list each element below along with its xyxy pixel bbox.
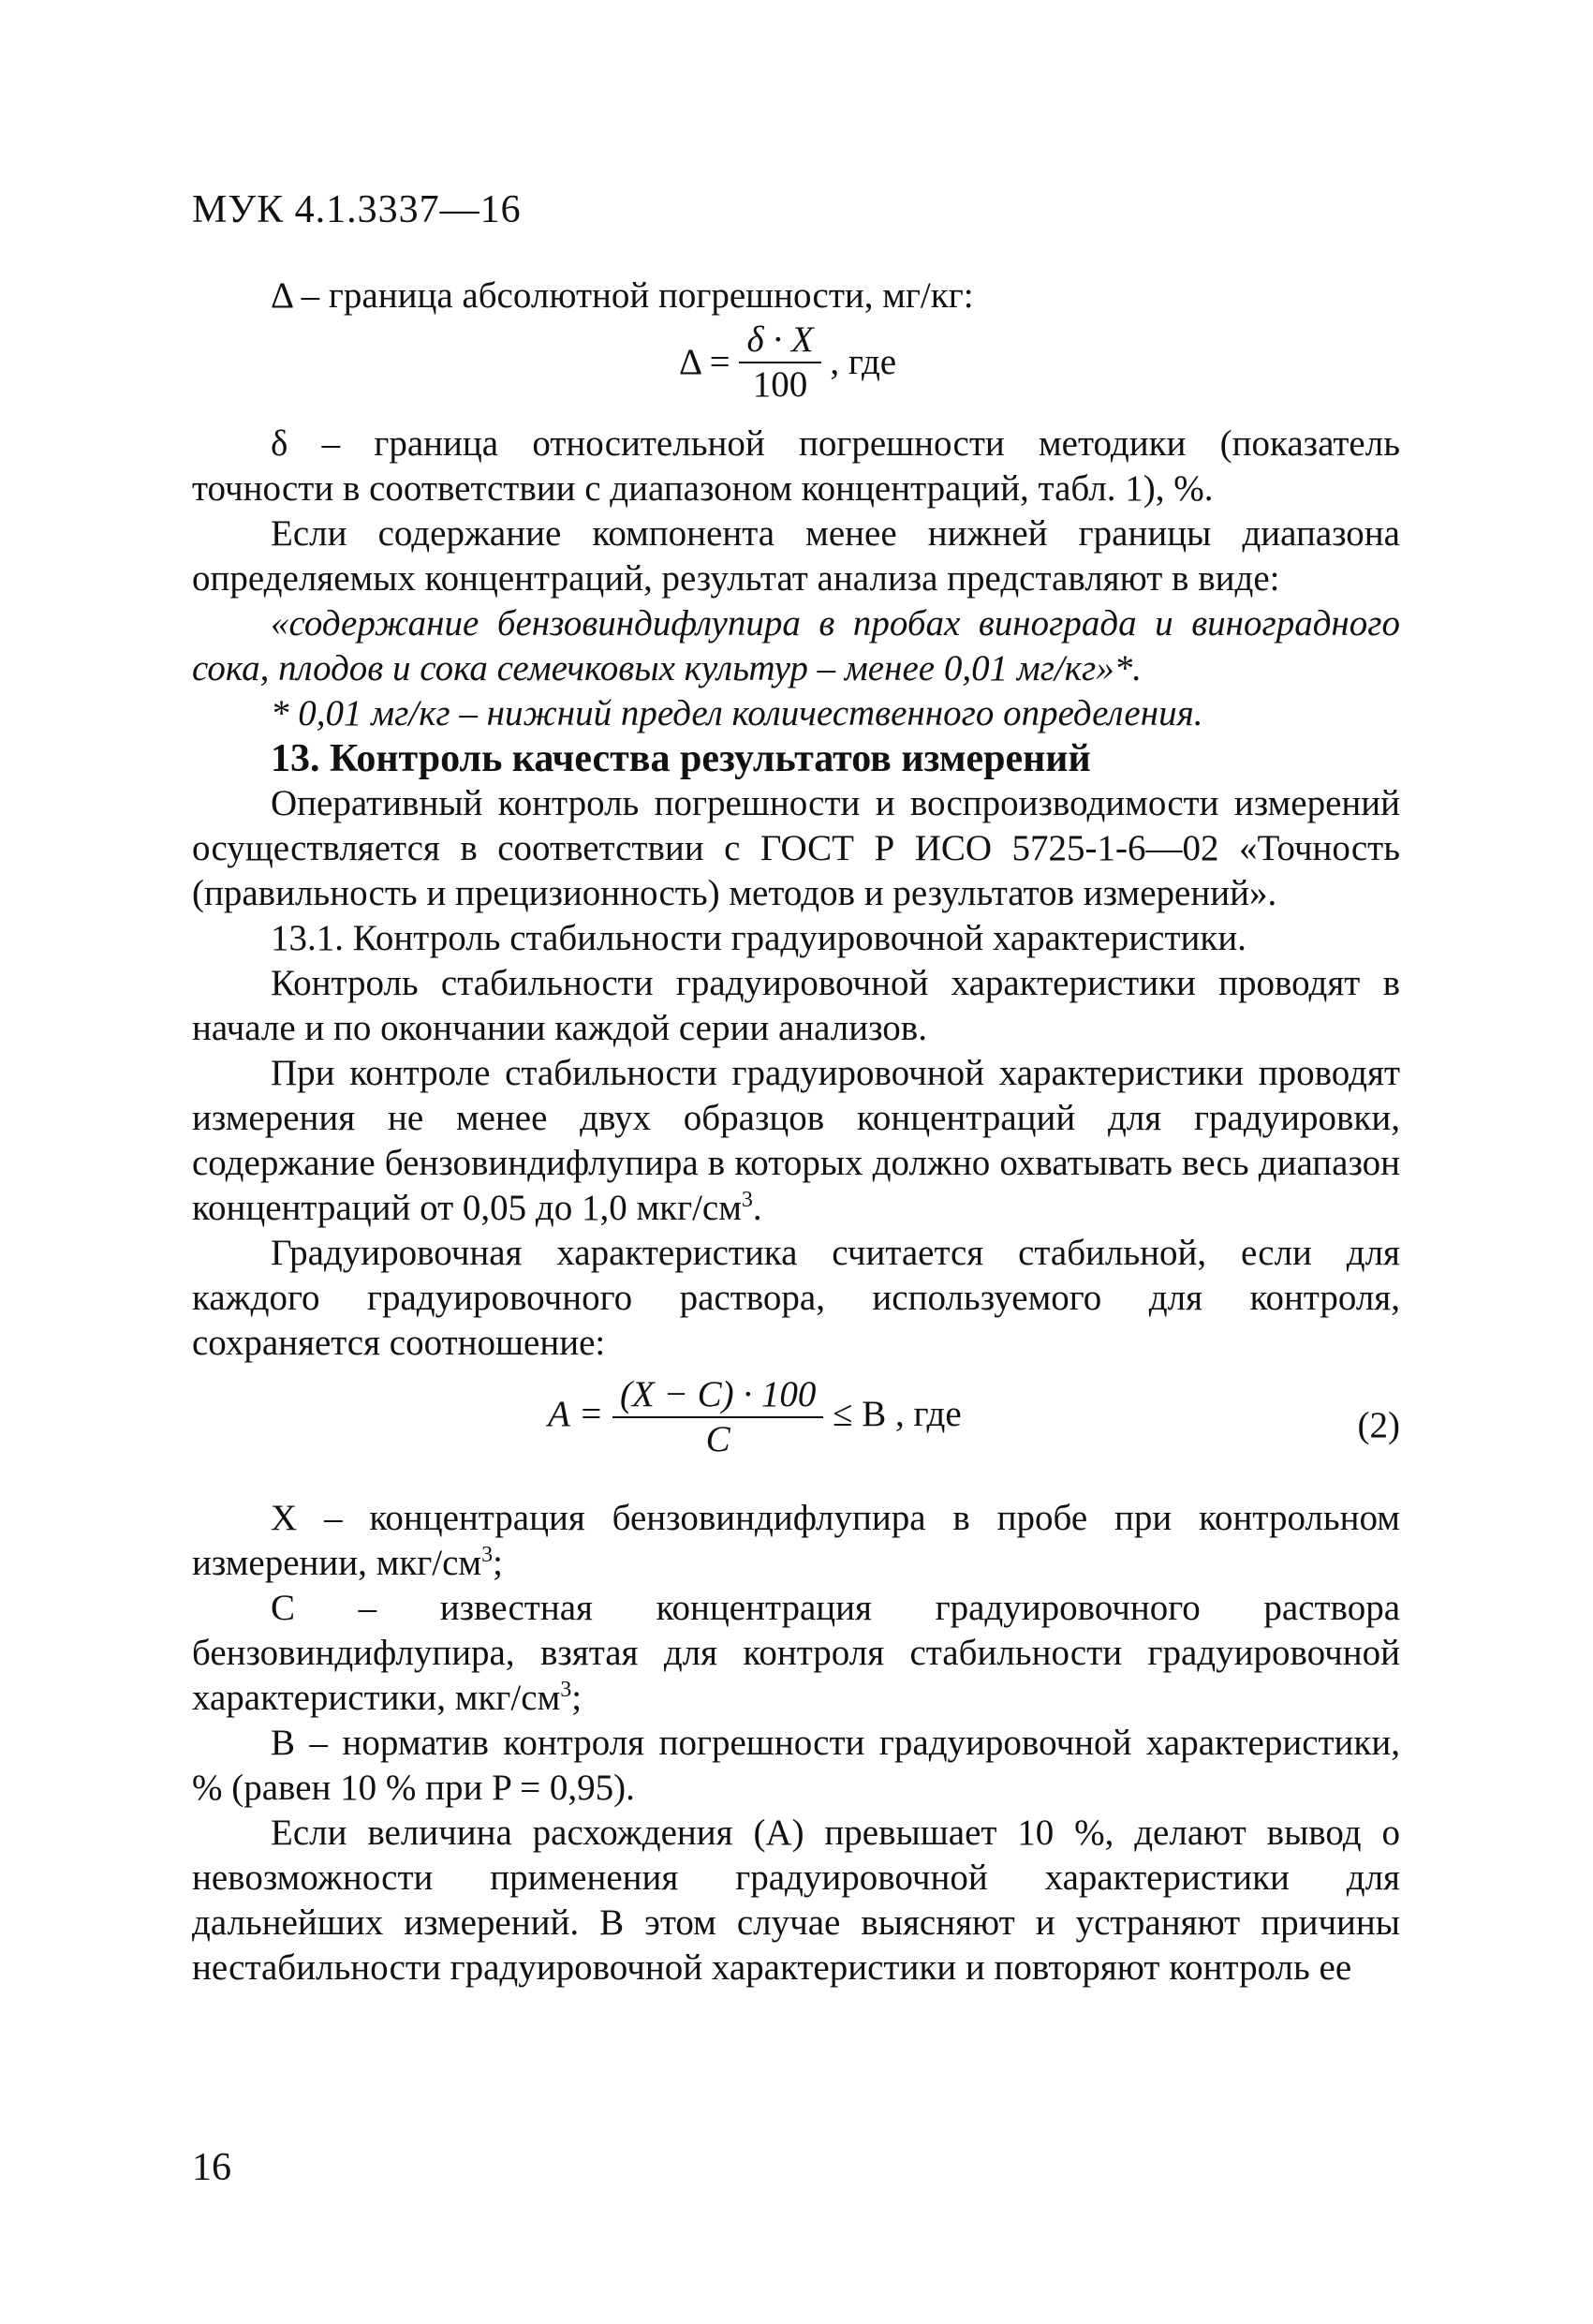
formula1-lhs: Δ =: [679, 342, 730, 382]
paragraph-operative-control: Оперативный контроль погрешности и воспроизводимости измерений осуществляется в соответствии с ГОСТ Р ИСО 5725-1-6—02 «Точность (правильность и прецизионность) методов и результатов измерений».: [192, 783, 1400, 913]
paragraph-stability-condition: Градуировочная характеристика считается стабильной, если для каждого градуировочного раствора, используемого для контроля, сохраняется соотношение:: [192, 1233, 1400, 1363]
formula2-denominator: C: [705, 1419, 730, 1459]
formula1-denominator: 100: [752, 364, 808, 405]
formula1-numerator: δ · X: [739, 318, 820, 363]
paragraph-def-b: B – норматив контроля погрешности градуировочной характеристики, % (равен 10 % при P = 0,95).: [192, 1723, 1400, 1808]
formula2-rhs: ≤ B , где: [833, 1393, 962, 1434]
paragraph-rel-error: δ – граница относительной погрешности методики (показатель точности в соответствии с диапазоном концентраций, табл. 1), %.: [192, 423, 1400, 509]
paragraph-discrepancy: Если величина расхождения (A) превышает 10 %, делают вывод о невозможности применения градуировочной характеристики для дальнейших измерений. В этом случае выясняют и устраняют причины нестабильности градуировочной характеристики и повторяют контроль ее: [192, 1813, 1400, 1988]
formula2-number: (2): [1357, 1405, 1400, 1445]
formula1-suffix: , где: [830, 342, 897, 382]
paragraph-result-form: «содержание бензовиндифлупира в пробах винограда и виноградного сока, плодов и сока семечковых культур – менее 0,01 мг/кг»*.: [192, 603, 1400, 688]
paragraph-stability-measurement: При контроле стабильности градуировочной характеристики проводят измерения не менее двух образцов концентраций для градуировки, содержание бензовиндифлупира в которых должно охватывать весь диапазон концентраций от 0,05 до 1,0 мкг/$см^3$.: [192, 1053, 1400, 1228]
superscript-3: 3: [741, 1188, 753, 1212]
paragraph-below-range: Если содержание компонента менее нижней границы диапазона определяемых концентраций, результат анализа представляют в виде:: [192, 513, 1400, 599]
paragraph-stability-control: Контроль стабильности градуировочной характеристики проводят в начале и по окончании каждой серии анализов.: [192, 963, 1400, 1048]
document-body: [192, 274, 1400, 1991]
section-title: 13. Контроль качества результатов измерений: [271, 737, 1091, 780]
paragraph-footnote: * 0,01 мг/кг – нижний предел количественного определения.: [271, 693, 1203, 733]
document-code-header: МУК 4.1.3337—16: [192, 188, 522, 231]
formula1-fraction: [739, 318, 820, 407]
formula2-numerator: (X − C) · 100: [612, 1373, 823, 1418]
paragraph-def-c: C – известная концентрация градуировочного раствора бензовиндифлупира, взятая для контроля стабильности градуировочной характеристики, мкг/$см^3$;: [192, 1588, 1400, 1718]
paragraph-abs-error: Δ – граница абсолютной погрешности, мг/кг:: [271, 275, 974, 316]
paragraph-def-x: X – концентрация бензовиндифлупира в пробе при контрольном измерении, мкг/$см^3$;: [192, 1498, 1400, 1583]
formula2-fraction: [612, 1373, 823, 1461]
formula-absolute-error: [192, 318, 1400, 422]
page-number: 16: [192, 2146, 231, 2189]
formula2-lhs: A =: [548, 1393, 604, 1434]
paragraph-subsection-13-1: 13.1. Контроль стабильности градуировочной характеристики.: [271, 918, 1246, 958]
formula-2: [192, 1373, 1400, 1490]
